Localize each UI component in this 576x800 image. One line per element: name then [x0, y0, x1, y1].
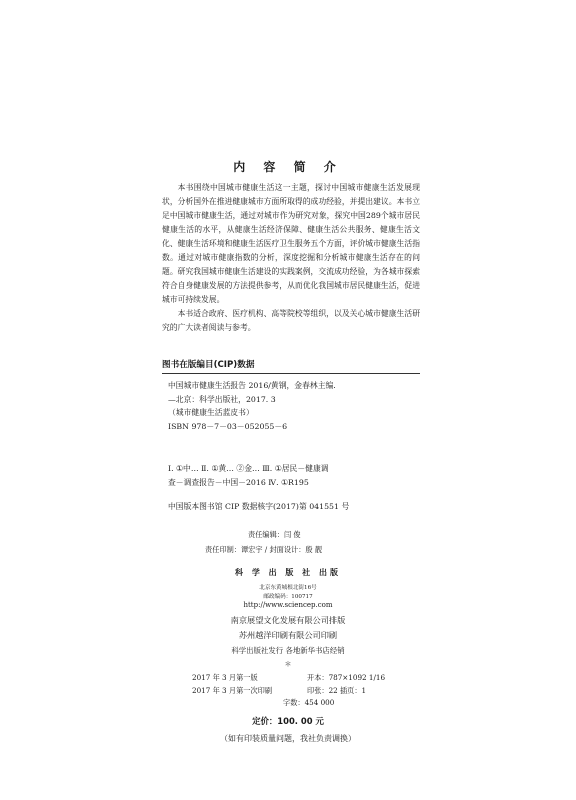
printer: 苏州越洋印刷有限公司印刷 — [238, 630, 338, 640]
quality-notice: （如有印装质量问题，我社负责调换） — [220, 734, 356, 743]
intro-paragraph: 本书围绕中国城市健康生活这一主题，探讨中国城市健康生活发展现状，分析国外在推进健康城市方面所取得的成功经验，并提出建议。本书立足中国城市健康生活，通过对城市作为研究对象，探究中国289个城市居民健康生活的水平，从健康生活经济保障、健康生活公共服务、健康生活文化、健康生活环境和健康生活医疗卫生服务五个方面，评价城市健康生活指数。通过对城市健康指数的分析，深度挖掘和分析城市健康生活存在的问题。研究我国城市健康生活建设的实践案例，交流成功经验，为各城市探索符合自身健康发展的方法提供参考，从而优化我国城市居民健康生活，促进城市可持续发展。 — [162, 183, 420, 304]
distribution: 科学出版社发行 各地新华书店经销 — [231, 646, 345, 655]
price: 定价：100. 00 元 — [252, 716, 324, 726]
cip-class-line: 查－调查报告－中国－2016 Ⅳ. ①R195 — [168, 477, 309, 487]
printing-details — [0, 672, 576, 710]
cip-line: 中国城市健康生活报告 2016/黄钢，金春林主编. — [168, 381, 336, 390]
impression: 2017 年 3 月第一次印刷 — [192, 685, 273, 695]
edition: 2017 年 3 月第一版 — [192, 673, 258, 682]
cip-record-number: 中国版本图书馆 CIP 数据核字(2017)第 041551 号 — [168, 502, 350, 511]
cip-line: （城市健康生活蓝皮书） — [168, 408, 254, 418]
cip-bibliographic-data — [168, 379, 422, 433]
separator-mark: ＊ — [284, 660, 292, 668]
publisher-website: http://www.sciencep.com — [243, 601, 333, 609]
typesetter: 南京展望文化发展有限公司排版 — [230, 615, 346, 625]
intro-heading: 内 容 简 介 — [233, 160, 343, 174]
intro-text — [162, 181, 420, 335]
publisher-postcode: 邮政编码：100717 — [263, 594, 313, 600]
responsible-editor: 责任编辑：闫 俊 — [248, 530, 301, 539]
cip-title: 图书在版编目(CIP)数据 — [162, 360, 255, 370]
word-count: 字数：454 000 — [283, 698, 335, 707]
format: 开本：787×1092 1/16 — [307, 673, 386, 682]
cip-classification — [168, 462, 422, 489]
cip-line: —北京：科学出版社，2017. 3 — [168, 394, 276, 404]
intro-paragraph: 本书适合政府、医疗机构、高等院校等组织，以及关心城市健康生活研究的广大读者阅读与参考。 — [162, 309, 420, 332]
cip-class-line: Ⅰ. ①中… Ⅱ. ①黄… ②金… Ⅲ. ①居民－健康调 — [168, 464, 329, 473]
publisher-address: 北京东黄城根北街16号 — [259, 585, 317, 591]
cip-divider — [162, 373, 420, 374]
publisher-name: 科 学 出 版 社 出版 — [235, 568, 341, 577]
cip-line: ISBN 978－7－03－052055－6 — [168, 421, 288, 431]
sheets: 印张：22 插页：1 — [307, 685, 367, 695]
print-and-cover-credits: 责任印制：谭宏宇 / 封面设计：殷 靓 — [205, 545, 323, 554]
